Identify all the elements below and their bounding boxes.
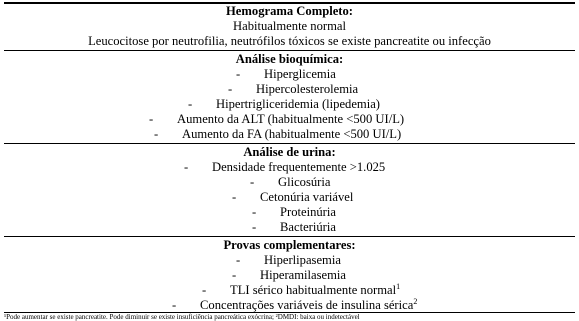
list-item-text: Aumento da ALT (habitualmente <500 UI/L) (177, 112, 405, 126)
list-item-text: Aumento da FA (habitualmente <500 UI/L) (182, 127, 402, 141)
list-item-text: Glicosúria (278, 175, 331, 189)
list-item-text: Hipercolesterolemia (256, 82, 359, 96)
list-dash: - (154, 127, 159, 141)
list-dash: - (149, 112, 154, 126)
list-item (149, 112, 404, 126)
list-item (236, 67, 336, 81)
list-item (228, 82, 358, 96)
table-footnote: ¹Pode aumentar se existe pancreatite. Pode diminuir se existe insuficiência pancreática exócrina; ²DMDI: baixa ou indetectável (4, 313, 360, 321)
list-item (250, 175, 330, 189)
list-item (184, 160, 385, 174)
footnote-marker: 2 (413, 297, 418, 306)
list-item (232, 268, 346, 282)
section-header-urina: Análise de urina: (243, 145, 336, 159)
list-dash: - (228, 82, 233, 96)
list-item (236, 253, 341, 267)
hemograma-line-2: Leucocitose por neutrofilia, neutrófilos tóxicos se existe pancreatite ou infecção (88, 34, 491, 48)
list-item-text: Proteinúria (280, 205, 336, 219)
list-dash: - (236, 253, 241, 267)
list-item-text: Hipertrigliceridemia (lipedemia) (216, 97, 380, 111)
list-item-text: Hiperlipasemia (264, 253, 341, 267)
list-item (232, 190, 353, 204)
list-dash: - (202, 283, 207, 297)
section-header-hemograma: Hemograma Completo: (226, 4, 353, 18)
section-header-bioquimica: Análise bioquímica: (235, 52, 344, 66)
list-dash: - (184, 160, 189, 174)
list-dash: - (188, 97, 193, 111)
section-divider (4, 143, 575, 144)
list-dash: - (250, 175, 255, 189)
list-dash: - (172, 298, 177, 312)
footnote-marker: 1 (396, 282, 401, 291)
list-item-text: Hiperglicemia (264, 67, 336, 81)
list-item-text: Hiperamilasemia (260, 268, 347, 282)
section-divider (4, 50, 575, 51)
list-item (252, 205, 336, 219)
list-item (202, 283, 400, 297)
list-item (188, 97, 380, 111)
list-item (172, 298, 417, 312)
list-item-text: Densidade frequentemente >1.025 (212, 160, 386, 174)
list-dash: - (236, 67, 241, 81)
list-dash: - (252, 220, 257, 234)
list-item-text: Bacteriúria (280, 220, 336, 234)
list-dash: - (252, 205, 257, 219)
list-dash: - (232, 190, 237, 204)
list-item-text: TLI sérico habitualmente normal (230, 283, 397, 297)
section-header-provas: Provas complementares: (223, 238, 356, 252)
list-item (252, 220, 336, 234)
list-dash: - (232, 268, 237, 282)
hemograma-line-1: Habitualmente normal (233, 19, 346, 33)
list-item-text: Cetonúria variável (260, 190, 354, 204)
list-item (154, 127, 401, 141)
section-divider (4, 236, 575, 237)
list-item-text: Concentrações variáveis de insulina sérica (200, 298, 414, 312)
